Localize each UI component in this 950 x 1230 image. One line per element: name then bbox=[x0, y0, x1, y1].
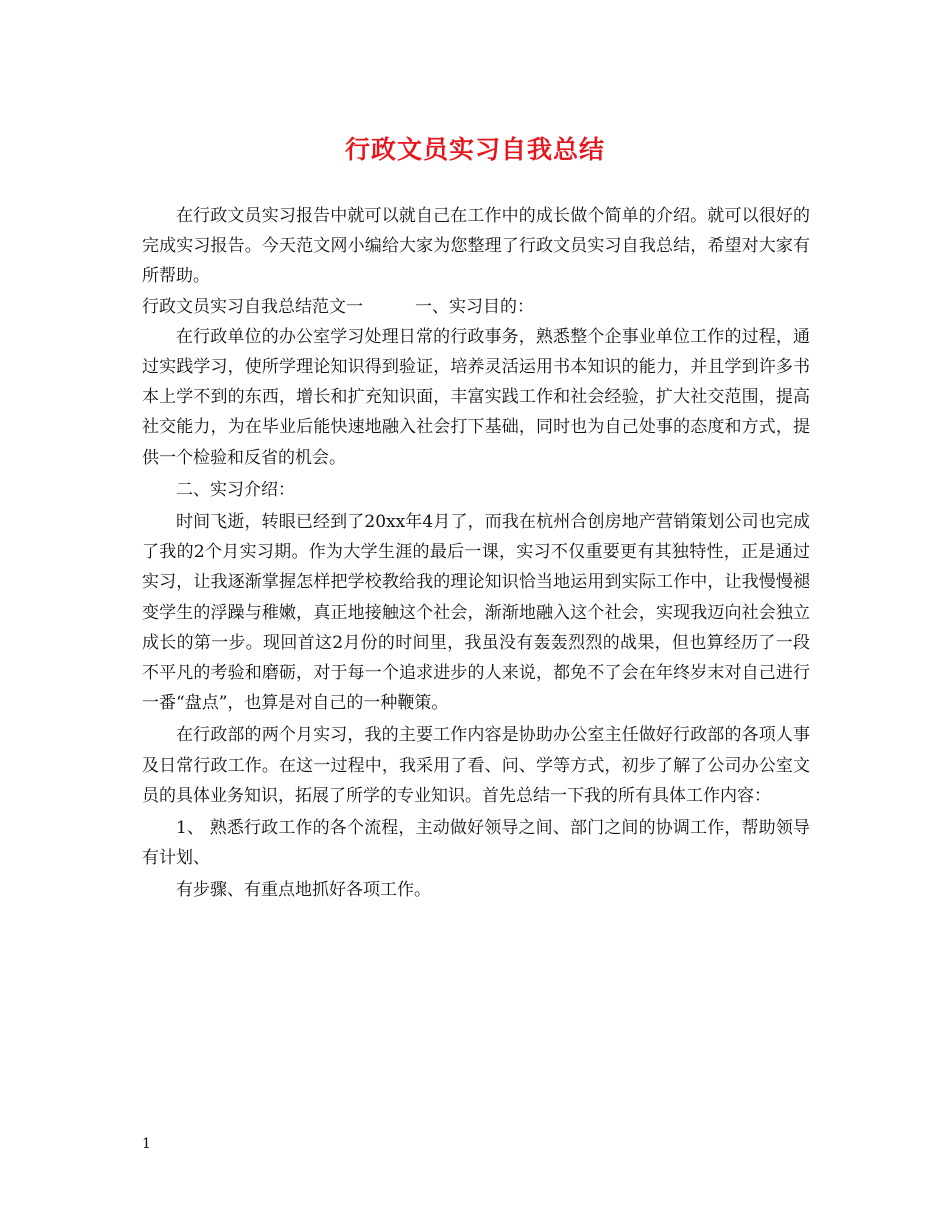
section-heading-purpose: 一、实习目的： bbox=[415, 296, 534, 317]
document-body bbox=[142, 201, 810, 906]
section-heading-introduction: 二、实习介绍： bbox=[176, 479, 295, 500]
introduction-paragraph: 时间飞逝，转眼已经到了20xx年4月了，而我在杭州合创房地产营销策划公司也完成了我的2个月实习期。作为大学生涯的最后一课，实习不仅重要更有其独特性，正是通过实习，让我逐渐掌握怎样把学校教给我的理论知识恰当地运用到实际工作中，让我慢慢褪变学生的浮躁与稚嫩，真正地接触这个社会，渐渐地融入这个社会，实现我迈向社会独立成长的第一步。现回首这2月份的时间里，我虽没有轰轰烈烈的战果，但也算经历了一段不平凡的考验和磨砺，对于每一个追求进步的人来说，都免不了会在年终岁末对自己进行一番“盘点”，也算是对自己的一种鞭策。 bbox=[142, 512, 810, 714]
intro-paragraph: 在行政文员实习报告中就可以就自己在工作中的成长做个简单的介绍。就可以很好的完成实习报告。今天范文网小编给大家为您整理了行政文员实习自我总结，希望对大家有所帮助。 bbox=[142, 206, 810, 287]
work-content-paragraph: 在行政部的两个月实习，我的主要工作内容是协助办公室主任做好行政部的各项人事及日常行政工作。在这一过程中，我采用了看、问、学等方式，初步了解了公司办公室文员的具体业务知识，拓展了所学的专业知识。首先总结一下我的所有具体工作内容： bbox=[142, 725, 810, 806]
section-heading-line bbox=[142, 292, 810, 322]
page-number: 1 bbox=[142, 1136, 151, 1152]
list-item-1: 1、 熟悉行政工作的各个流程，主动做好领导之间、部门之间的协调工作，帮助领导有计划、 bbox=[142, 818, 810, 869]
sample-heading: 行政文员实习自我总结范文一 bbox=[142, 296, 363, 317]
document-title: 行政文员实习自我总结 bbox=[344, 135, 605, 164]
list-item-1-continued: 有步骤、有重点地抓好各项工作。 bbox=[176, 880, 431, 901]
purpose-paragraph: 在行政单位的办公室学习处理日常的行政事务，熟悉整个企事业单位工作的过程，通过实践学习，使所学理论知识得到验证，培养灵活运用书本知识的能力，并且学到许多书本上学不到的东西，增长和扩充知识面，丰富实践工作和社会经验，扩大社交范围，提高社交能力，为在毕业后能快速地融入社会打下基础，同时也为自己处事的态度和方式，提供一个检验和反省的机会。 bbox=[142, 326, 810, 468]
